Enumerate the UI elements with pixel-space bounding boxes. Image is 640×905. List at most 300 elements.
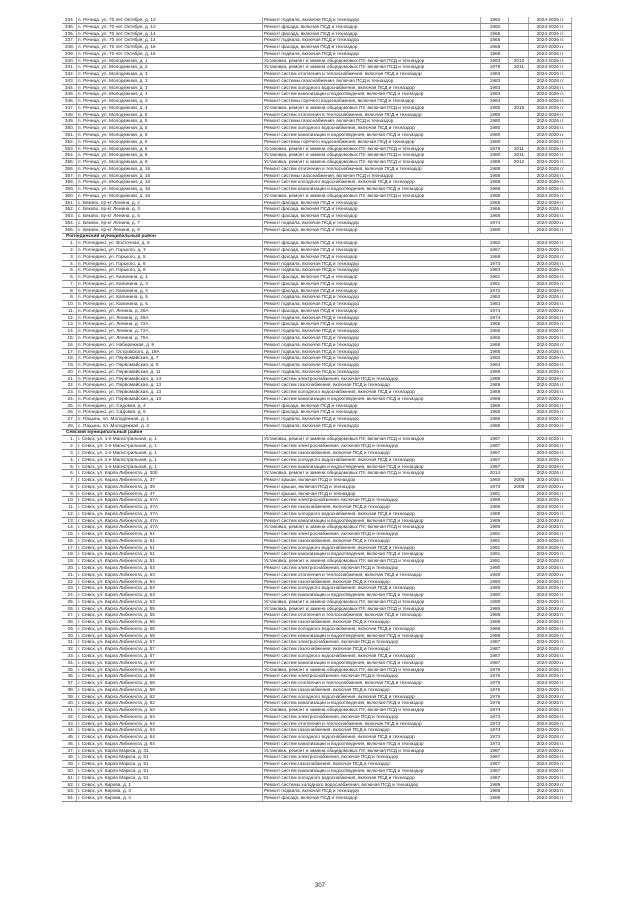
planned-period-cell: 2024-2026 гг. (528, 477, 572, 483)
last-repair-year-cell (508, 592, 528, 598)
planned-period-cell: 2024-2026 гг. (528, 37, 572, 43)
planned-period-cell: 2024-2026 гг. (528, 315, 572, 321)
row-number-cell: 28. (67, 619, 74, 625)
table-row (62, 71, 572, 78)
planned-period-cell: 2024-2026 гг. (528, 240, 572, 246)
planned-period-cell: 2024-2026 гг. (528, 565, 572, 571)
last-repair-year-cell (508, 606, 528, 612)
table-row (62, 403, 572, 410)
last-repair-year-cell (508, 369, 528, 375)
work-type-cell: Ремонт систем газоснабжения, включая ПСД и техназдор (262, 382, 480, 388)
planned-period-cell: 2024-2026 гг. (528, 301, 572, 307)
last-repair-year-cell (508, 491, 528, 497)
planned-period-cell: 2024-2026 гг. (528, 132, 572, 138)
work-type-cell: Ремонт систем газоснабжения, включая ПСД и техназдор (262, 450, 480, 456)
table-row (62, 220, 572, 227)
work-type-cell: Ремонт подвала, включая ПСД и техназдор (262, 328, 480, 334)
table-row (62, 592, 572, 599)
planned-period-cell: 2024-2026 гг. (528, 585, 572, 591)
table-row (62, 734, 572, 741)
address-cell: г. Севск, ул. Карла Маркса, д. 51 (76, 775, 262, 781)
year-built-cell: 1988 (480, 795, 508, 801)
work-type-cell: Ремонт систем холодного водоснабжения, включая ПСД и техназдор (262, 179, 480, 185)
row-number-cell: 357. (64, 172, 74, 178)
year-built-cell: 1981 (480, 491, 508, 497)
table-row (62, 31, 572, 38)
year-built-cell: 1989 (480, 389, 508, 395)
planned-period-cell: 2024-2026 гг. (528, 653, 572, 659)
table-row (62, 727, 572, 734)
table-row (62, 639, 572, 646)
address-cell: п. Речица, ул. Молодежная, д. 16 (76, 173, 262, 179)
work-type-cell: Ремонт подвала, включая ПСД и техназдор (262, 362, 480, 368)
address-cell: п. Речица, ул. Молодежная, д. 5 (76, 132, 262, 138)
table-row (62, 200, 572, 207)
planned-period-cell: 2024-2026 гг. (528, 294, 572, 300)
year-built-cell: 1991 (480, 551, 508, 557)
address-cell: г. Севск, ул. Карла Либкнехта, д. 57 (76, 653, 262, 659)
work-type-cell: Ремонт систем холодного водоснабжения, включая ПСД и техназдор (262, 585, 480, 591)
year-built-cell: 1986 (480, 606, 508, 612)
row-number-cell: 338. (64, 44, 74, 50)
table-row (62, 687, 572, 694)
table-row (62, 112, 572, 119)
district-heading: Рогнединский муниципальный район (62, 234, 572, 241)
year-built-cell: 1989 (480, 511, 508, 517)
row-number-cell: 346. (64, 98, 74, 104)
year-built-cell: 1976 (480, 687, 508, 693)
row-number-cell: 26. (67, 605, 74, 611)
planned-period-cell: 2024-2026 гг. (528, 24, 572, 30)
planned-period-cell: 2024-2026 гг. (528, 484, 572, 490)
work-type-cell: Ремонт систем канализации и водоотведения, включая ПСД и техназдор (262, 551, 480, 557)
work-type-cell: Установка, ремонт и замена общедомовых ПУ, включая ПСД и техназдор (262, 748, 480, 754)
address-cell: п. Речица, ул. Молодежная, д. 6 (76, 146, 262, 152)
address-cell: п. Речица, ул. 70 лет Октября, д. 12 (76, 17, 262, 23)
planned-period-cell: 2024-2026 гг. (528, 572, 572, 578)
table-row (62, 152, 572, 159)
row-number-cell: 23. (67, 585, 74, 591)
last-repair-year-cell (508, 558, 528, 564)
work-type-cell: Ремонт систем отопления и теплоснабжения, включая ПСД и техназдор (262, 166, 480, 172)
year-built-cell: 1997 (480, 436, 508, 442)
last-repair-year-cell (508, 240, 528, 246)
address-cell: п. Речица, ул. Молодежная, д. 4 (76, 105, 262, 111)
work-type-cell: Ремонт систем газоснабжения, включая ПСД и техназдор (262, 727, 480, 733)
address-cell: п. Речица, ул. Молодежная, д. 9 (76, 159, 262, 165)
last-repair-year-cell: 2011 (508, 146, 528, 152)
work-type-cell: Ремонт фасада, включая ПСД и техназдор (262, 274, 480, 280)
table-row (62, 315, 572, 322)
last-repair-year-cell (508, 572, 528, 578)
planned-period-cell: 2024-2026 гг. (528, 687, 572, 693)
row-number-cell: 52. (67, 781, 74, 787)
table-row (62, 139, 572, 146)
last-repair-year-cell (508, 754, 528, 760)
last-repair-year-cell (508, 511, 528, 517)
year-built-cell: 1982 (480, 240, 508, 246)
row-number-cell: 17. (67, 348, 74, 354)
planned-period-cell: 2024-2026 гг. (528, 146, 572, 152)
table-row (62, 518, 572, 525)
address-cell: п. Речица, ул. 70 лет Октября, д. 14 (76, 31, 262, 37)
year-built-cell: 1989 (480, 369, 508, 375)
year-built-cell: 1965 (480, 37, 508, 43)
row-number-cell: 12. (67, 510, 74, 516)
planned-period-cell: 2024-2026 гг. (528, 592, 572, 598)
last-repair-year-cell (508, 166, 528, 172)
row-number-cell: 360. (64, 192, 74, 198)
table-row (62, 504, 572, 511)
work-type-cell: Ремонт систем отопления и теплоснабжения, включая ПСД и техназдор (262, 721, 480, 727)
address-cell: п. Рогнедино, ул. Калинина, д. 3 (76, 281, 262, 287)
row-number-cell: 359. (64, 186, 74, 192)
work-type-cell: Ремонт систем газоснабжения, включая ПСД и техназдор (262, 579, 480, 585)
address-cell: г. Севск, ул. Карла Либкнехта, д. 53 (76, 592, 262, 598)
work-type-cell: Ремонт подвала, включая ПСД и техназдор (262, 349, 480, 355)
address-cell: п. Рогнедино, ул. Калинина, д. 5 (76, 294, 262, 300)
address-cell: с. Пацынь, пл. Молодежная, д. 2 (76, 423, 262, 429)
row-number-cell: 13. (67, 321, 74, 327)
planned-period-cell: 2024-2026 гг. (528, 288, 572, 294)
table-row (62, 240, 572, 247)
row-number-cell: 344. (64, 84, 74, 90)
planned-period-cell: 2024-2026 гг. (528, 227, 572, 233)
row-number-cell: 364. (64, 219, 74, 225)
row-number-cell: 43. (67, 720, 74, 726)
planned-period-cell: 2024-2026 гг. (528, 105, 572, 111)
work-type-cell: Установка, ремонт и замена общедомовых ПУ, включая ПСД и техназдор (262, 524, 480, 530)
year-built-cell: 1987 (480, 660, 508, 666)
year-built-cell: 1988 (480, 179, 508, 185)
work-type-cell: Ремонт систем отопления и теплоснабжения, включая ПСД и техназдор (262, 680, 480, 686)
row-number-cell: 23. (67, 389, 74, 395)
planned-period-cell: 2024-2026 гг. (528, 538, 572, 544)
work-type-cell: Ремонт систем холодного водоснабжения, включая ПСД и техназдор (262, 653, 480, 659)
last-repair-year-cell (508, 436, 528, 442)
year-built-cell: 1987 (480, 639, 508, 645)
work-type-cell: Ремонт подвала, включая ПСД и техназдор (262, 51, 480, 57)
planned-period-cell: 2024-2026 гг. (528, 707, 572, 713)
table-row (62, 206, 572, 213)
last-repair-year-cell (508, 17, 528, 23)
table-row (62, 64, 572, 71)
planned-period-cell: 2024-2026 гг. (528, 396, 572, 402)
address-cell: с. Бяково, пр-кт Ленина, д. 3 (76, 206, 262, 212)
last-repair-year-cell (508, 734, 528, 740)
year-built-cell: 1969 (480, 403, 508, 409)
planned-period-cell: 2024-2026 гг. (528, 362, 572, 368)
address-cell: г. Севск, ул. Карла Либкнехта, д. 62 (76, 707, 262, 713)
last-repair-year-cell (508, 727, 528, 733)
work-type-cell: Ремонт систем канализации и водоотведения, включая ПСД и техназдор (262, 741, 480, 747)
row-number-cell: 3. (70, 450, 74, 455)
row-number-cell: 343. (64, 77, 74, 83)
work-type-cell: Ремонт систем холодного водоснабжения, включая ПСД и техназдор (262, 626, 480, 632)
row-number-cell: 361. (64, 199, 74, 205)
address-cell: с. Бяково, пр-кт Ленина, д. 2 (76, 200, 262, 206)
planned-period-cell: 2024-2026 гг. (528, 626, 572, 632)
year-built-cell: 1979 (480, 64, 508, 70)
row-number-cell: 27. (67, 612, 74, 618)
planned-period-cell: 2024-2026 гг. (528, 673, 572, 679)
planned-period-cell: 2024-2026 гг. (528, 64, 572, 70)
table-row (62, 105, 572, 112)
work-type-cell: Ремонт фасада, включая ПСД и техназдор (262, 240, 480, 246)
planned-period-cell: 2024-2026 гг. (528, 639, 572, 645)
work-type-cell: Ремонт систем электроснабжения, включая ПСД и техназдор (262, 754, 480, 760)
planned-period-cell: 2024-2026 гг. (528, 409, 572, 415)
table-row (62, 470, 572, 477)
year-built-cell: 1981 (480, 274, 508, 280)
year-built-cell: 1991 (480, 538, 508, 544)
work-type-cell: Ремонт систем электроснабжения, включая ПСД и техназдор (262, 443, 480, 449)
address-cell: п. Рогнедино, ул. Первомайская, д. 13 (76, 389, 262, 395)
last-repair-year-cell (508, 518, 528, 524)
row-number-cell: 21. (67, 571, 74, 577)
last-repair-year-cell (508, 538, 528, 544)
planned-period-cell: 2024-2026 гг. (528, 321, 572, 327)
last-repair-year-cell (508, 551, 528, 557)
year-built-cell: 1980 (480, 118, 508, 124)
planned-period-cell: 2024-2026 гг. (528, 700, 572, 706)
work-type-cell: Ремонт систем канализации и водоотведения, включая ПСД и техназдор (262, 660, 480, 666)
planned-period-cell: 2024-2026 гг. (528, 450, 572, 456)
work-type-cell: Ремонт систем электроснабжения, включая ПСД и техназдор (262, 531, 480, 537)
last-repair-year-cell (508, 267, 528, 273)
work-type-cell: Ремонт систем канализации и водоотведения, включая ПСД и техназдор (262, 396, 480, 402)
year-built-cell: 1969 (480, 342, 508, 348)
planned-period-cell: 2024-2026 гг. (528, 186, 572, 192)
last-repair-year-cell (508, 71, 528, 77)
row-number-cell: 9. (70, 490, 74, 496)
row-number-cell: 32. (67, 646, 74, 652)
last-repair-year-cell (508, 186, 528, 192)
table-row (62, 261, 572, 268)
planned-period-cell: 2024-2026 гг. (528, 667, 572, 673)
row-number-cell: 40. (67, 700, 74, 706)
work-type-cell: Ремонт системы горячего водоснабжения, включая ПСД и техназдор (262, 98, 480, 104)
row-number-cell: 22. (67, 578, 74, 584)
year-built-cell: 1989 (480, 382, 508, 388)
planned-period-cell: 2024-2026 гг. (528, 200, 572, 206)
table-row (62, 288, 572, 295)
planned-period-cell: 2024-2026 гг. (528, 443, 572, 449)
address-cell: п. Рогнедино, ул. Восточная, д. 9 (76, 240, 262, 246)
last-repair-year-cell (508, 565, 528, 571)
planned-period-cell: 2024-2026 гг. (528, 416, 572, 422)
planned-period-cell: 2024-2026 гг. (528, 281, 572, 287)
year-built-cell: 1979 (480, 146, 508, 152)
last-repair-year-cell (508, 409, 528, 415)
year-built-cell: 1976 (480, 667, 508, 673)
year-built-cell: 1987 (480, 653, 508, 659)
work-type-cell: Ремонт систем холодного водоснабжения, включая ПСД и техназдор (262, 734, 480, 740)
year-built-cell: 1986 (480, 416, 508, 422)
table-row (62, 423, 572, 430)
row-number-cell: 352. (64, 138, 74, 144)
last-repair-year-cell (508, 91, 528, 97)
year-built-cell: 1988 (480, 788, 508, 794)
table-row (62, 477, 572, 484)
planned-period-cell: 2024-2026 гг. (528, 633, 572, 639)
address-cell: п. Рогнедино, ул. Горького, д. 6 (76, 261, 262, 267)
address-cell: п. Речица, ул. Молодежная, д. 5 (76, 118, 262, 124)
address-cell: г. Севск, ул. Кирова, д. 3 (76, 795, 262, 801)
work-type-cell: Ремонт системы горячего водоснабжения, включая ПСД и техназдор (262, 139, 480, 145)
work-type-cell: Ремонт фасада, включая ПСД и техназдор (262, 795, 480, 801)
last-repair-year-cell (508, 768, 528, 774)
table-row (62, 173, 572, 180)
table-row (62, 376, 572, 383)
last-repair-year-cell (508, 639, 528, 645)
work-type-cell: Ремонт крыши, включая ПСД и техназдор (262, 484, 480, 490)
address-cell: п. Речица, ул. Молодежная, д. 3 (76, 85, 262, 91)
row-number-cell: 26. (67, 409, 74, 415)
last-repair-year-cell (508, 741, 528, 747)
last-repair-year-cell: 2011 (508, 152, 528, 158)
page-number: 307 (314, 883, 325, 889)
planned-period-cell: 2024-2026 гг. (528, 680, 572, 686)
year-built-cell: 1973 (480, 261, 508, 267)
planned-period-cell: 2024-2026 гг. (528, 206, 572, 212)
address-cell: п. Рогнедино, ул. Первомайская, д. 7 (76, 355, 262, 361)
planned-period-cell: 2024-2026 гг. (528, 491, 572, 497)
last-repair-year-cell (508, 504, 528, 510)
year-built-cell: 1989 (480, 497, 508, 503)
last-repair-year-cell (508, 673, 528, 679)
work-type-cell: Ремонт подвала, включая ПСД и техназдор (262, 261, 480, 267)
planned-period-cell: 2024-2026 гг. (528, 497, 572, 503)
work-type-cell: Ремонт системы газоснабжения, включая ПСД и техназдор (262, 173, 480, 179)
row-number-cell: 9. (70, 294, 74, 300)
address-cell: г. Севск, ул. Карла Либкнехта, д. 59 (76, 680, 262, 686)
row-number-cell: 18. (67, 551, 74, 557)
address-cell: г. Севск, ул. Карла Либкнехта, д. 57 (76, 646, 262, 652)
address-cell: г. Севск, ул. Карла Либкнехта, д. 62 (76, 700, 262, 706)
planned-period-cell: 2024-2026 гг. (528, 335, 572, 341)
table-row (62, 118, 572, 125)
year-built-cell: 1968 (480, 44, 508, 50)
address-cell: п. Речица, ул. Молодежная, д. 8 (76, 152, 262, 158)
table-row (62, 457, 572, 464)
table-row (62, 37, 572, 44)
year-built-cell: 1987 (480, 646, 508, 652)
last-repair-year-cell (508, 193, 528, 199)
last-repair-year-cell (508, 470, 528, 476)
last-repair-year-cell (508, 660, 528, 666)
planned-period-cell: 2024-2026 гг. (528, 247, 572, 253)
table-row (62, 349, 572, 356)
address-cell: г. Севск, ул. Карла Либкнехта, д. 55 (76, 633, 262, 639)
planned-period-cell: 2024-2026 гг. (528, 768, 572, 774)
table-row (62, 227, 572, 234)
row-number-cell: 34. (67, 659, 74, 665)
last-repair-year-cell (508, 220, 528, 226)
last-repair-year-cell (508, 545, 528, 551)
year-built-cell: 1983 (480, 58, 508, 64)
address-cell: г. Севск, ул. Кирова, д. 1 (76, 782, 262, 788)
work-type-cell: Ремонт систем газоснабжения, включая ПСД и техназдор (262, 646, 480, 652)
work-type-cell: Ремонт фасада, включая ПСД и техназдор (262, 31, 480, 37)
address-cell: п. Речица, ул. Молодежная, д. 5 (76, 125, 262, 131)
address-cell: г. Севск, ул. Карла Либкнехта, д. 64 (76, 721, 262, 727)
last-repair-year-cell (508, 748, 528, 754)
last-repair-year-cell (508, 700, 528, 706)
table-row (62, 585, 572, 592)
work-type-cell: Ремонт подвала, включая ПСД и техназдор (262, 416, 480, 422)
last-repair-year-cell (508, 31, 528, 37)
last-repair-year-cell (508, 173, 528, 179)
address-cell: п. Речица, ул. Молодежная, д. 3 (76, 98, 262, 104)
table-row (62, 342, 572, 349)
row-number-cell: 10. (67, 497, 74, 503)
table-row (62, 579, 572, 586)
last-repair-year-cell (508, 389, 528, 395)
address-cell: г. Севск, ул. 1-я Магистральная, д. 1 (76, 464, 262, 470)
year-built-cell: 1986 (480, 423, 508, 429)
row-number-cell: 3. (70, 253, 74, 259)
address-cell: п. Речица, ул. Молодежная, д. 16 (76, 179, 262, 185)
last-repair-year-cell (508, 423, 528, 429)
year-built-cell: 1983 (480, 71, 508, 77)
address-cell: г. Севск, ул. Карла Либкнехта, д. 64 (76, 734, 262, 740)
address-cell: с. Пацынь, пл. Молодежная, д. 1 (76, 416, 262, 422)
year-built-cell: 1983 (480, 267, 508, 273)
year-built-cell: 1980 (480, 139, 508, 145)
work-type-cell: Ремонт систем холодного водоснабжения, включая ПСД и техназдор (262, 85, 480, 91)
row-number-cell: 14. (67, 524, 74, 530)
row-number-cell: 24. (67, 395, 74, 401)
last-repair-year-cell: 2012 (508, 58, 528, 64)
table-row (62, 700, 572, 707)
table-row (62, 748, 572, 755)
planned-period-cell: 2024-2026 гг. (528, 423, 572, 429)
table-row (62, 78, 572, 85)
work-type-cell: Ремонт фасада, включая ПСД и техназдор (262, 409, 480, 415)
last-repair-year-cell (508, 85, 528, 91)
row-number-cell: 18. (67, 355, 74, 361)
planned-period-cell: 2024-2026 гг. (528, 220, 572, 226)
table-row (62, 653, 572, 660)
address-cell: г. Севск, ул. Карла Либкнехта, д. 51 (76, 545, 262, 551)
table-row (62, 646, 572, 653)
work-type-cell: Ремонт систем отопления и теплоснабжения, включая ПСД и техназдор (262, 572, 480, 578)
row-number-cell: 363. (64, 213, 74, 219)
row-number-cell: 4. (70, 456, 74, 462)
row-number-cell: 31. (67, 639, 74, 645)
last-repair-year-cell (508, 315, 528, 321)
work-type-cell: Ремонт фасада, включая ПСД и техназдор (262, 288, 480, 294)
planned-period-cell: 2024-2026 гг. (528, 78, 572, 84)
address-cell: г. Севск, ул. Карла Либкнехта, д. 39 (76, 484, 262, 490)
row-number-cell: 15. (67, 334, 74, 340)
work-type-cell: Ремонт подвала, включая ПСД и техназдор (262, 788, 480, 794)
table-row (62, 362, 572, 369)
year-built-cell: 1980 (480, 112, 508, 118)
row-number-cell: 21. (67, 375, 74, 381)
planned-period-cell: 2024-2026 гг. (528, 118, 572, 124)
work-type-cell: Установка, ремонт и замена общедомовых ПУ, включая ПСД и техназдор (262, 152, 480, 158)
work-type-cell: Ремонт систем газоснабжения, включая ПСД и техназдор (262, 538, 480, 544)
row-number-cell: 19. (67, 362, 74, 368)
planned-period-cell: 2024-2026 гг. (528, 85, 572, 91)
planned-period-cell: 2024-2026 гг. (528, 558, 572, 564)
row-number-cell: 30. (67, 632, 74, 638)
row-number-cell: 336. (64, 30, 74, 36)
row-number-cell: 53. (67, 788, 74, 794)
work-type-cell: Ремонт систем отопления и теплоснабжения, включая ПСД и техназдор (262, 112, 480, 118)
